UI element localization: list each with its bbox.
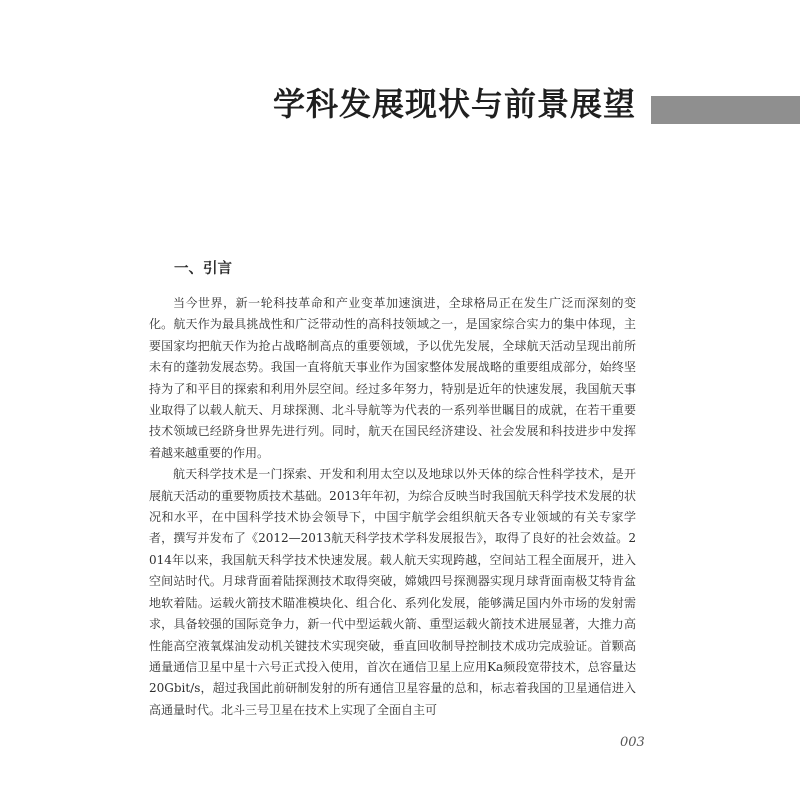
paragraph-2: 航天科学技术是一门探索、开发和利用太空以及地球以外天体的综合性科学技术，是开展航天活动的重要物质技术基础。2013年年初，为综合反映当时我国航天科学技术发展的状况和水平，在中国科学技术协会领导下，中国宇航学会组织航天各专业领域的有关专家学者，撰写并发布了《2012—2013航天科学技术学科发展报告》，取得了良好的社会效益。2014年以来，我国航天科学技术快速发展。载人航天实现跨越，空间站工程全面展开，进入空间站时代。月球背面着陆探测技术取得突破，嫦娥四号探测器实现月球背面南极艾特肯盆地软着陆。运载火箭技术瞄准模块化、组合化、系列化发展，能够满足国内外市场的发射需求，具备较强的国际竞争力，新一代中型运载火箭、重型运载火箭技术进展显著，大推力高性能高空液氧煤油发动机关键技术实现突破，垂直回收制导控制技术成功完成验证。首颗高通量通信卫星中星十六号正式投入使用，首次在通信卫星上应用Ka频段宽带技术，总容量达20Gbit/s，超过我国此前研制发射的所有通信卫星容量的总和，标志着我国的卫星通信进入高通量时代。北斗三号卫星在技术上实现了全面自主可 [149,467,636,717]
chapter-title: 学科发展现状与前景展望 [272,85,636,123]
paragraph-1: 当今世界，新一轮科技革命和产业变革加速演进，全球格局正在发生广泛而深刻的变化。航天作为最具挑战性和广泛带动性的高科技领域之一，是国家综合实力的集中体现，主要国家均把航天作为抢占战略制高点的重要领域，予以优先发展，全球航天活动呈现出前所未有的蓬勃发展态势。我国一直将航天事业作为国家整体发展战略的重要组成部分，始终坚持为了和平目的探索和利用外层空间。经过多年努力，特别是近年的快速发展，我国航天事业取得了以载人航天、月球探测、北斗导航等为代表的一系列举世瞩目的成就，在若干重要技术领域已经跻身世界先进行列。同时，航天在国民经济建设、社会发展和科技进步中发挥着越来越重要的作用。 [149,296,636,460]
body-text [149,293,636,721]
page-number: 003 [620,735,645,750]
chapter-title-bar [651,96,800,124]
section-heading: 一、引言 [174,260,232,277]
